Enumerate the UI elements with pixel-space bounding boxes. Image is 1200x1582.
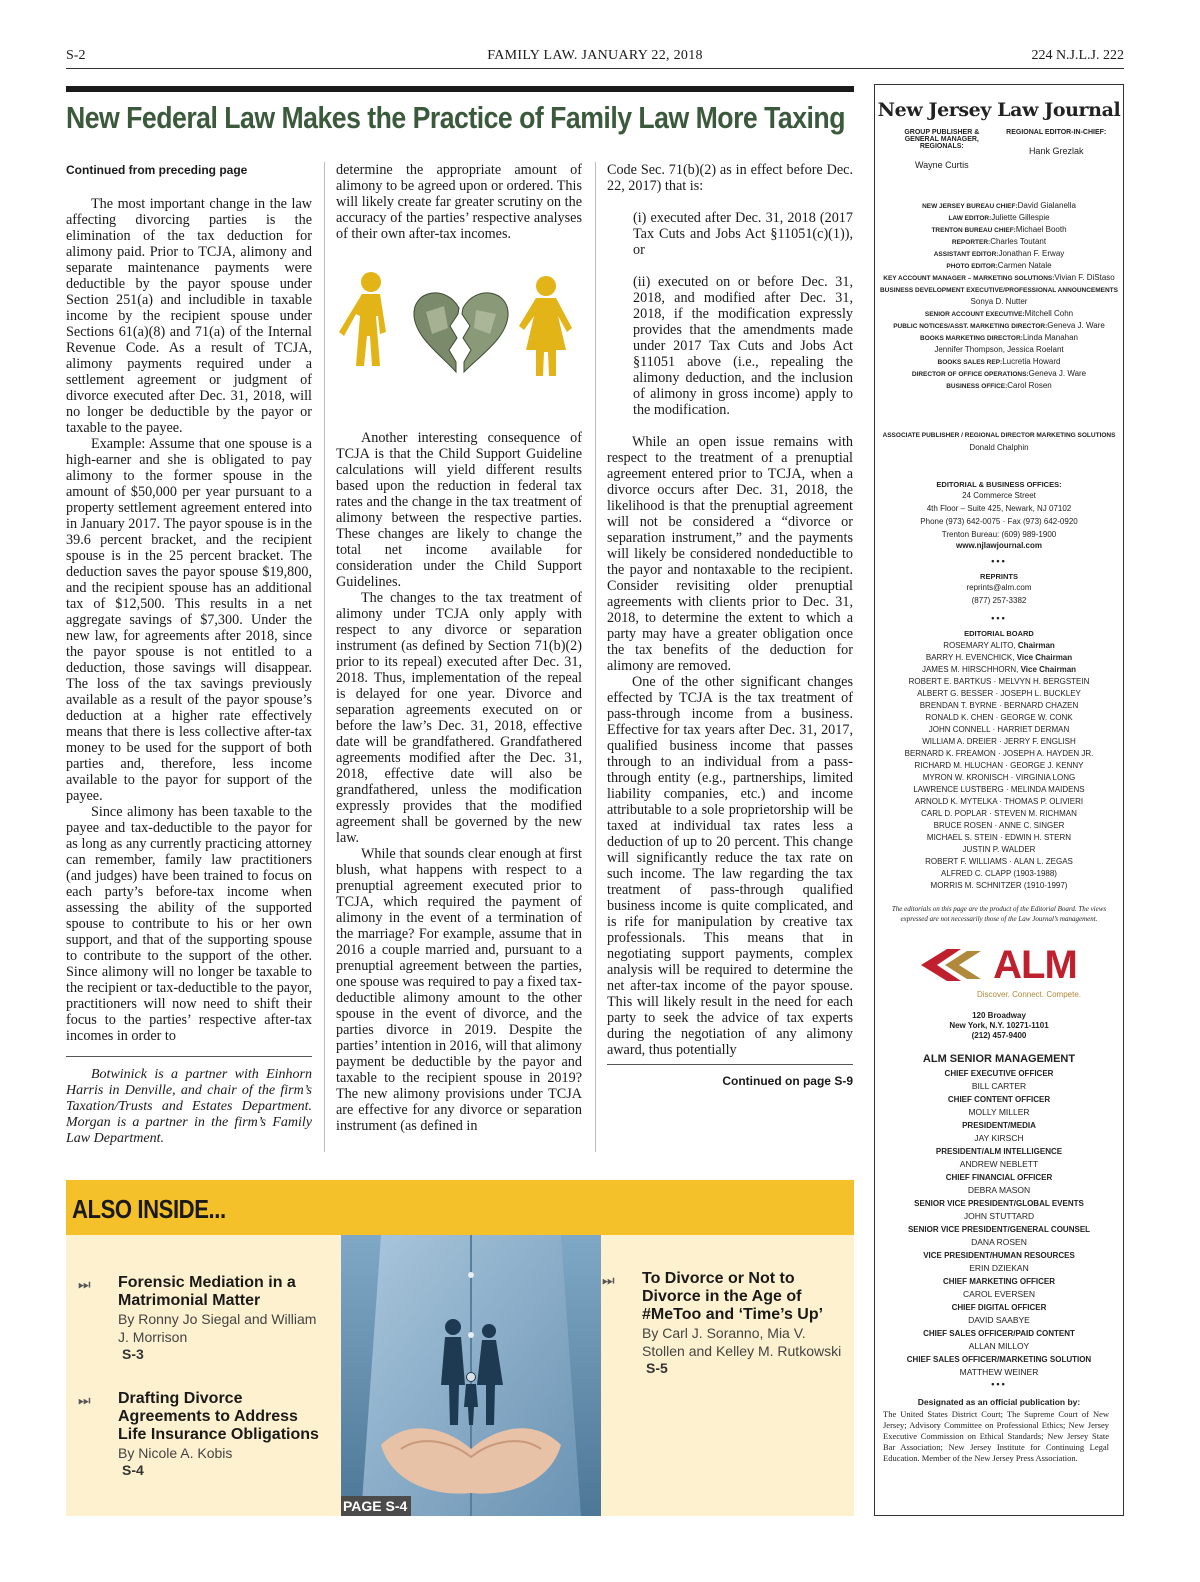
board-member-line (875, 868, 1123, 880)
staff-role: REPORTER: (951, 239, 991, 246)
staff-name: Jonathan F. Erway (998, 249, 1065, 258)
board-member-names: ARNOLD K. MYTELKA · THOMAS P. OLIVIERI (914, 797, 1084, 806)
alm-tagline: Discover. Connect. Compete. (976, 990, 1082, 999)
executive-role: VICE PRESIDENT/HUMAN RESOURCES (923, 1251, 1075, 1260)
staff-role: PUBLIC NOTICES/ASST. MARKETING DIRECTOR: (893, 323, 1048, 330)
board-member-line (875, 856, 1123, 868)
staff-name: Charles Toutant (990, 237, 1047, 246)
board-member-title: Vice Chairman (1016, 653, 1073, 662)
editor-role: REGIONAL EDITOR-IN-CHIEF: (1006, 129, 1107, 136)
board-member-names: ALFRED C. CLAPP (1903-1988) (941, 869, 1057, 878)
staff-role: KEY ACCOUNT MANAGER – MARKETING SOLUTIONS: (883, 275, 1055, 282)
staff-role: BUSINESS DEVELOPMENT EXECUTIVE/PROFESSIONAL ANNOUNCEMENTS (879, 287, 1118, 294)
executive-role: CHIEF DIGITAL OFFICER (951, 1303, 1047, 1312)
paragraph: determine the appropriate amount of alimony to be agreed upon or ordered. This will likely create far greater scrutiny on the accuracy of the parties’ respective analyses of their own after-tax incomes. (336, 162, 582, 242)
author-bio: Botwinick is a partner with Einhorn Harris in Denville, and chair of the firm’s Taxation/Trusts and Estates Department. Morgan is a partner in the firm’s Family Law Department. (66, 1067, 312, 1146)
staff-name: Lucretia Howard (1002, 357, 1061, 366)
staff-line (875, 272, 1123, 284)
executive-role: SENIOR VICE PRESIDENT/GENERAL COUNSEL (907, 1225, 1091, 1234)
continued-rule (607, 1064, 853, 1065)
board-member-names: LAWRENCE LUSTBERG · MELINDA MAIDENS (913, 785, 1085, 794)
paragraph: While an open issue remains with respect to the treatment of a prenuptial agreement entered prior to TCJA, when a divorce occurs after Dec. 31, 2018, the likelihood is that the prenuptial agreement will not be considered a “divorce or separation instrument,” and the payments will likely be considered nondeductible to the payor and nontaxable to the recipient. Consider revisiting older prenuptial agreements with clients prior to Dec. 31, 2018, to determine the extent to which a party may have a greater obligation once the tax benefits of the deduction for alimony are removed. (607, 434, 853, 674)
executive-name: DAVID SAABYE (968, 1315, 1030, 1325)
board-member-line (875, 712, 1123, 724)
staff-name: Vivian F. DiStaso (1054, 273, 1115, 282)
board-member-names: ALBERT G. BESSER · JOSEPH L. BUCKLEY (917, 689, 1081, 698)
paragraph: The most important change in the law affecting divorcing parties is the elimination of the tax deduction for alimony paid. Prior to TCJA, alimony and separate maintenance payments were deductible by the payor spouse under Section 251(a) and includible in taxable income by the recipient spouse under Sections 61(a)(8) and 71(a) of the Internal Revenue Code. As a result of TCJA, alimony payments required under a settlement agreement or judgment of divorce executed after Dec. 31, 2018, will no longer be deductible by the payor or taxable to the payee. (66, 196, 312, 436)
folded-money-heart-icon (414, 293, 508, 372)
executive-name: DEBRA MASON (967, 1185, 1031, 1195)
executive-name: BILL CARTER (971, 1081, 1027, 1091)
executive-name: JAY KIRSCH (974, 1133, 1024, 1143)
staff-line (875, 260, 1123, 272)
executive-name: ANDREW NEBLETT (959, 1159, 1039, 1169)
staff-role: LAW EDITOR: (948, 215, 992, 222)
staff-line (875, 284, 1123, 296)
staff-name: Linda Manahan (1022, 333, 1078, 342)
board-member-line (875, 880, 1123, 892)
item-page: S-5 (646, 1360, 668, 1376)
paragraph: Example: Assume that one spouse is a high-earner and she is obligated to pay alimony to the former spouse in the amount of $50,000 per year pursuant to a property settlement agreement entered into in January 2017. The payor spouse is in the 39.6 percent bracket, and the recipient spouse is in the 25 percent bracket. The deduction saves the payor spouse $19,800, and the recipient spouse has an additional tax of $12,500. This results in a net aggregate savings of $7,300. Under the new law, for agreements after 2018, since the payor spouse is not entitled to a deduction, those savings will disappear. The loss of the tax savings previously available as a result of the payor spouse’s deduction at a higher rate effectively means that there is less collective after-tax money to be used for the support of both parties and, therefore, less income available to the payor for support of the payee. (66, 436, 313, 804)
article-headline: New Federal Law Makes the Practice of Family Law More Taxing (66, 100, 845, 135)
executive-role: CHIEF MARKETING OFFICER (943, 1277, 1055, 1286)
item-title[interactable]: To Divorce or Not to Divorce in the Age of #MeToo and ‘Time’s Up’ (642, 1270, 824, 1323)
office-address-line: Phone (973) 642-0075 · Fax (973) 642-0920 (920, 517, 1078, 526)
board-member-names: JOHN CONNELL · HARRIET DERMAN (928, 725, 1070, 734)
executive-role: CHIEF FINANCIAL OFFICER (945, 1173, 1053, 1182)
staff-name: Michael Booth (1015, 225, 1067, 234)
executive-role: PRESIDENT/ALM INTELLIGENCE (935, 1147, 1063, 1156)
board-member-line (875, 748, 1123, 760)
board-member-names: MYRON W. KRONISCH · VIRGINIA LONG (922, 773, 1076, 782)
item-byline: By Carl J. Soranno, Mia V. Stollen and Kelley M. Rutkowski (642, 1325, 842, 1359)
board-member-line (875, 796, 1123, 808)
child-highlight-icon (467, 1373, 475, 1381)
board-member-names: BRENDAN T. BYRNE · BERNARD CHAZEN (919, 701, 1079, 710)
official-publication-text: The United States District Court; The Supreme Court of New Jersey; Advisory Committee on Professional Ethics; New Jersey Executive Commission on Ethical Standards; New Jersey State Bar Association; New Jersey Institute for Continuing Legal Education. Member of the New Jersey Press Association. (883, 1409, 1109, 1463)
staff-name: Sonya D. Nutter (970, 297, 1028, 306)
reprints-phone: (877) 257-3382 (971, 596, 1027, 605)
executive-role: CHIEF EXECUTIVE OFFICER (944, 1069, 1054, 1078)
headline-bar (66, 86, 854, 92)
staff-line (875, 344, 1123, 356)
staff-role: PHOTO EDITOR: (946, 263, 998, 270)
reprints-email[interactable]: reprints@alm.com (966, 583, 1032, 592)
executive-list (875, 1067, 1123, 1379)
also-inside-title: ALSO INSIDE... (72, 1194, 226, 1224)
board-member-line (875, 820, 1123, 832)
continued-from-label: Continued from preceding page (66, 163, 248, 177)
board-member-line (875, 640, 1123, 652)
board-member-names: CARL D. POPLAR · STEVEN M. RICHMAN (921, 809, 1077, 818)
board-member-line (875, 688, 1123, 700)
staff-name: Carmen Natale (997, 261, 1052, 270)
board-member-line (875, 700, 1123, 712)
also-inside-box (66, 1180, 854, 1516)
masthead-publishers (875, 129, 1123, 170)
associate-publisher-name: Donald Chalphin (969, 443, 1029, 452)
bio-rule (66, 1056, 312, 1057)
column-divider (595, 162, 596, 1152)
staff-role: ASSISTANT EDITOR: (933, 251, 999, 258)
staff-list (875, 200, 1123, 392)
staff-role: NEW JERSEY BUREAU CHIEF: (922, 203, 1018, 210)
staff-name: Carol Rosen (1007, 381, 1052, 390)
staff-name: Jennifer Thompson, Jessica Roelant (934, 345, 1064, 354)
article-column-3 (607, 162, 853, 1089)
separator-dots: ••• (991, 1379, 1007, 1389)
board-member-line (875, 676, 1123, 688)
item-page: S-4 (122, 1462, 144, 1478)
staff-name: Geneva J. Ware (1047, 321, 1105, 330)
paper-figure-right-icon (519, 276, 572, 376)
alm-logo (875, 938, 1123, 992)
also-inside-item[interactable] (602, 1270, 852, 1376)
staff-line (875, 380, 1123, 392)
staff-line (875, 368, 1123, 380)
staff-name: Mitchell Cohn (1024, 309, 1074, 318)
board-member-line (875, 664, 1123, 676)
also-inside-item[interactable] (78, 1390, 328, 1478)
board-member-line (875, 760, 1123, 772)
alm-address-line: New York, N.Y. 10271-1101 (949, 1021, 1049, 1030)
alm-address-line: (212) 457-9400 (971, 1031, 1027, 1040)
staff-line (875, 332, 1123, 344)
fast-forward-icon: ⏭ (602, 1272, 615, 1288)
staff-role: TRENTON BUREAU CHIEF: (931, 227, 1016, 234)
column-divider (324, 162, 325, 1152)
paper-figure-left-icon (339, 272, 386, 366)
office-address-line: 24 Commerce Street (962, 491, 1036, 500)
page-number: S-2 (66, 48, 86, 63)
staff-line (875, 212, 1123, 224)
editor-name: Hank Grezlak (1028, 146, 1084, 156)
official-publication-title: Designated as an official publication by: (917, 1397, 1081, 1407)
paragraph: The changes to the tax treatment of alimony under TCJA only apply with respect to any divorce or separation instrument (as defined by Section 71(b)(2) prior to its repeal) executed after Dec. 31, 2018. Thus, implementation of the repeal is delayed for one year. Divorce and separation agreements executed on or before the law’s Dec. 31, 2018, effective date will be grandfathered. Grandfathered agreements modified after the Dec. 31, 2018, effective date will also be grandfathered, unless the modification expressly provides that the modified agreement shall be governed by the new law. (336, 590, 582, 846)
board-member-names: ROBERT E. BARTKUS · MELVYN H. BERGSTEIN (908, 677, 1090, 686)
board-member-names: ROBERT F. WILLIAMS · ALAN L. ZEGAS (925, 857, 1073, 866)
offices-address (875, 489, 1123, 541)
header-rule (66, 68, 1124, 69)
board-member-names: ROSEMARY ALITO, (943, 641, 1018, 650)
executive-name: MOLLY MILLER (968, 1107, 1030, 1117)
board-member-line (875, 736, 1123, 748)
board-member-names: JUSTIN P. WALDER (962, 845, 1036, 854)
board-member-names: BRUCE ROSEN · ANNE C. SINGER (933, 821, 1065, 830)
fast-forward-icon: ⏭ (78, 1276, 91, 1292)
staff-line (875, 224, 1123, 236)
staff-role: BOOKS SALES REP: (937, 359, 1003, 366)
executive-role: CHIEF CONTENT OFFICER (947, 1095, 1051, 1104)
executive-name: ERIN DZIEKAN (969, 1263, 1029, 1273)
staff-role: SENIOR ACCOUNT EXECUTIVE: (924, 311, 1025, 318)
executive-name: ALLAN MILLOY (968, 1341, 1030, 1351)
board-member-title: Chairman (1017, 641, 1055, 650)
item-byline: By Nicole A. Kobis (118, 1445, 233, 1461)
board-member-title: Vice Chairman (1020, 665, 1077, 674)
office-address-line: Trenton Bureau: (609) 989-1900 (941, 530, 1057, 539)
staff-name: Geneva J. Ware (1028, 369, 1087, 378)
alm-chevron-icon (921, 945, 987, 985)
executive-role: SENIOR VICE PRESIDENT/GLOBAL EVENTS (914, 1199, 1084, 1208)
reprints-title: REPRINTS (980, 572, 1018, 581)
also-inside-header (66, 1180, 854, 1235)
alm-address-line: 120 Broadway (972, 1011, 1026, 1020)
editorial-board-list (875, 640, 1123, 892)
alm-address (875, 1011, 1123, 1041)
staff-role: DIRECTOR OF OFFICE OPERATIONS: (911, 371, 1029, 378)
staff-line (875, 248, 1123, 260)
website-link[interactable]: www.njlawjournal.com (956, 541, 1042, 550)
article-column-1 (66, 162, 312, 1147)
running-header (66, 48, 1124, 68)
staff-name: David Gialanella (1017, 201, 1076, 210)
family-in-hands-photo (341, 1235, 601, 1516)
associate-publisher-role: ASSOCIATE PUBLISHER / REGIONAL DIRECTOR MARKETING SOLUTIONS (882, 432, 1116, 439)
editorial-board-title: EDITORIAL BOARD (964, 629, 1034, 638)
paragraph: While that sounds clear enough at first blush, what happens with respect to a prenuptial agreement executed prior to TCJA, which required the payment of alimony in the event of a termination of the marriage? For example, assume that in 2016 a couple married and, pursuant to a prenuptial agreement between the parties, one spouse was required to pay a fixed tax-deductible alimony amount to the other spouse in the event of divorce, and the parties divorce in 2019. Despite the parties’ intention in 2016, will that alimony payment be deductible by the payor and taxable to the recipient spouse in 2019? The new alimony provisions under TCJA are effective for any divorce or separation instrument (as defined in (336, 846, 583, 1134)
fast-forward-icon: ⏭ (78, 1392, 91, 1408)
editorial-disclaimer: The editorials on this page are the product of the Editorial Board. The views expressed are not necessarily those of the Law Journal’s management. (891, 905, 1107, 923)
staff-line (875, 308, 1123, 320)
staff-line (875, 296, 1123, 308)
paragraph: Another interesting consequence of TCJA is that the Child Support Guideline calculations will yield different results based upon the reduction in federal tax rates and the change in the tax treatment of alimony between the respective parties. These changes are likely to change the total net income available for consideration under the Child Support Guidelines. (336, 430, 582, 590)
executive-name: MATTHEW WEINER (959, 1367, 1039, 1377)
executive-role: CHIEF SALES OFFICER/PAID CONTENT (923, 1329, 1075, 1338)
separator-dots: ••• (991, 613, 1007, 623)
board-member-names: JAMES M. HIRSCHHORN, (921, 665, 1021, 674)
masthead-title: New Jersey Law Journal (877, 99, 1121, 121)
item-title[interactable]: Drafting Divorce Agreements to Address Life Insurance Obligations (118, 1390, 319, 1443)
board-member-names: WILLIAM A. DREIER · JERRY F. ENGLISH (922, 737, 1076, 746)
article-column-2 (336, 162, 582, 1134)
separator-dots: ••• (991, 556, 1007, 566)
publisher-name: Wayne Curtis (914, 160, 969, 170)
staff-line (875, 200, 1123, 212)
executive-name: CAROL EVERSEN (963, 1289, 1035, 1299)
executive-name: JOHN STUTTARD (963, 1211, 1035, 1221)
board-member-names: BARRY H. EVENCHICK, (925, 653, 1017, 662)
item-page: S-3 (122, 1346, 144, 1362)
staff-role: BUSINESS OFFICE: (946, 383, 1008, 390)
board-member-names: RICHARD M. HLUCHAN · GEORGE J. KENNY (914, 761, 1084, 770)
board-member-names: MORRIS M. SCHNITZER (1910-1997) (930, 881, 1068, 890)
divorce-heart-illustration (336, 254, 582, 414)
staff-line (875, 320, 1123, 332)
staff-role: BOOKS MARKETING DIRECTOR: (920, 335, 1023, 342)
photo-page-label: PAGE S-4 (341, 1496, 411, 1516)
continued-on-link[interactable]: Continued on page S-9 (722, 1074, 853, 1088)
board-member-line (875, 724, 1123, 736)
statute-item: (i) executed after Dec. 31, 2018 (2017 Tax Cuts and Jobs Act §11051(c)(1)), or (633, 210, 853, 258)
executive-role: PRESIDENT/MEDIA (962, 1121, 1036, 1130)
board-member-names: RONALD K. CHEN · GEORGE W. CONK (925, 713, 1073, 722)
board-member-names: MICHAEL S. STEIN · EDWIN H. STERN (926, 833, 1072, 842)
paragraph: Since alimony has been taxable to the payee and tax-deductible to the payor for as long as any currently practicing attorney can remember, family law practitioners (and judges) have been trained to focus on each party’s before-tax income when assessing the ability of the supported spouse to contribute to his or her own support, and that of the supporting spouse to contribute to the support of the other. Since alimony will no longer be taxable to the recipient or tax-deductible to the payor, practitioners will now need to shift their focus to the parties’ respective after-tax incomes in order to (66, 804, 312, 1044)
statute-item: (ii) executed on or before Dec. 31, 2018, and modified after Dec. 31, 2018, if the modification expressly provides that the amendments made under 2017 Tax Cuts and Jobs Act §11051 above (i.e., repealing the alimony deduction, and the inclusion of alimony in gross income) apply to the modification. (633, 274, 853, 418)
item-title[interactable]: Forensic Mediation in a Matrimonial Matter (118, 1274, 296, 1309)
staff-name: Juliette Gillespie (991, 213, 1050, 222)
board-member-line (875, 652, 1123, 664)
office-address-line: 4th Floor – Suite 425, Newark, NJ 07102 (926, 504, 1072, 513)
offices-title: EDITORIAL & BUSINESS OFFICES: (936, 480, 1062, 489)
board-member-line (875, 772, 1123, 784)
board-member-line (875, 808, 1123, 820)
also-inside-item[interactable] (78, 1274, 328, 1362)
alm-wordmark: ALM (993, 942, 1077, 987)
executive-name: DANA ROSEN (971, 1237, 1027, 1247)
paragraph: Code Sec. 71(b)(2) as in effect before Dec. 22, 2017) that is: (607, 162, 853, 194)
board-member-line (875, 784, 1123, 796)
masthead (874, 84, 1124, 1516)
staff-line (875, 356, 1123, 368)
board-member-line (875, 832, 1123, 844)
board-member-line (875, 844, 1123, 856)
volume-citation: 224 N.J.L.J. 222 (1031, 48, 1124, 63)
publisher-role: GROUP PUBLISHER & GENERAL MANAGER, REGIONALS: (904, 129, 980, 150)
staff-line (875, 236, 1123, 248)
section-date: FAMILY LAW. JANUARY 22, 2018 (487, 48, 703, 63)
senior-management-title: ALM SENIOR MANAGEMENT (922, 1053, 1076, 1065)
item-byline: By Ronny Jo Siegal and William J. Morrison (118, 1311, 317, 1345)
board-member-names: BERNARD K. FREAMON · JOSEPH A. HAYDEN JR. (904, 749, 1094, 758)
paragraph: One of the other significant changes effected by TCJA is the tax treatment of pass-through income from a business. Effective for tax years after Dec. 31, 2017, qualified business income that passes through to an individual from a pass-through entity (e.g., partnerships, limited liability companies, etc.) and income attributable to a sole proprietorship will be taxed at individual tax rates less a deduction of up to 20 percent. This change will significantly reduce the tax rate on such income. The law regarding the tax treatment of pass-through qualified business income is quite complicated, and is rife for manipulation by creative tax professionals. This means that in negotiating support payments, complex analysis will be required to determine the net after-tax income of the payor spouse. This will likely result in the need for each party to seek the advice of tax experts during the negotiation of any alimony award, thus potentially (607, 674, 853, 1058)
executive-role: CHIEF SALES OFFICER/MARKETING SOLUTION (906, 1355, 1092, 1364)
